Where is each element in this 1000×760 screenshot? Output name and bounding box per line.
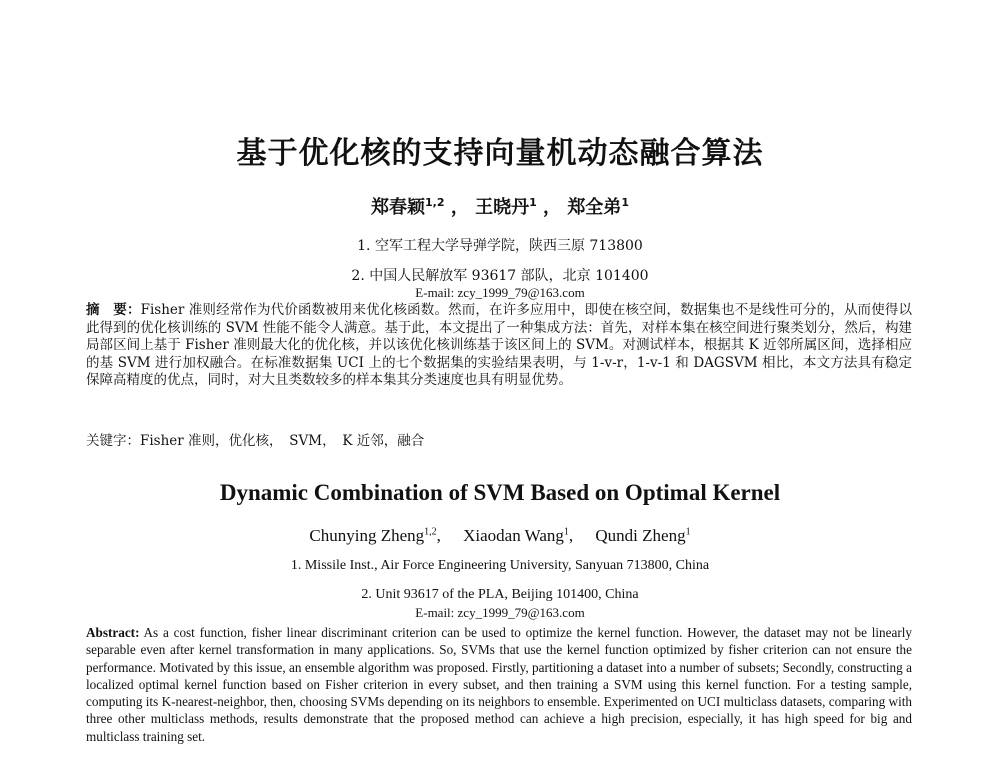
chinese-abstract [86,302,912,390]
english-affiliation-1: 1. Missile Inst., Air Force Engineering University, Sanyuan 713800, China [290,558,710,573]
author-affiliation-mark: 1 [563,526,569,538]
author-affiliation-mark: 1 [685,526,691,538]
author-name: 郑春颖 [371,197,426,218]
abstract-text: As a cost function, fisher linear discriminant criterion can be used to optimize the kernel function. However, the dataset may not be linearly separable even after kernel transformation in many applications. So, SVMs that use the kernel function optimized by fisher criterion can not ensure the performance. Motivated by this issue, an ensemble algorithm was proposed. Firstly, partitioning a dataset into a number of subsets; Secondly, constructing a localized optimal kernel function based on Fisher criterion in every subset, and then training a SVM using this kernel function. For a testing sample, computing its K-nearest-neighbor, then, choosing SVMs depending on its neighbors to ensemble. Experimented on UCI multiclass datasets, comparing with three other multiclass methods, results demonstrate that the proposed method can achieve a high precision, especially, it has high speed for big and multiclass training set. [86,625,912,744]
english-abstract [86,624,912,745]
author-name: Xiaodan Wang [463,526,564,545]
author-affiliation-mark: 1,2 [424,526,437,538]
english-title: Dynamic Combination of SVM Based on Optimal Kernel [219,480,781,505]
chinese-title: 基于优化核的支持向量机动态融合算法 [236,136,764,171]
chinese-authors: 郑春颖$^{1,2}$ ， 王晓丹$^1$ ， 郑全弟$^1$ [371,196,629,218]
author-name: Chunying Zheng [309,526,425,545]
english-email: E-mail: zcy_1999_79@163.com [415,605,585,620]
author-affiliation-mark: 1,2 [425,196,445,209]
abstract-label: 摘 要： [86,302,141,318]
author-name: Qundi Zheng [595,526,686,545]
english-affiliation-2: 2. Unit 93617 of the PLA, Beijing 101400, China [361,587,639,602]
chinese-affiliation-2: 2. 中国人民解放军 93617 部队，北京 101400 [351,268,649,284]
abstract-text: Fisher 准则经常作为代价函数被用来优化核函数。然而，在许多应用中，即使在核空间，数据集也不是线性可分的，从而使得以此得到的优化核训练的 SVM 性能不能令人满意。基于此，本文提出了一种集成方法：首先，对样本集在核空间进行聚类划分，然后，构建局部区间上基于 Fisher 准则最大化的优化核，并以该优化核训练基于该区间上的 SVM。对测试样本，根据其 K 近邻所属区间，选择相应的基 SVM 进行加权融合。在标准数据集 UCI 上的七个数据集的实验结果表明，与 1-v-r，1-v-1 和 DAGSVM 相比，本文方法具有稳定保障高精度的优点，同时，对大且类数较多的样本集其分类速度也具有明显优势。 [86,302,912,389]
author-name: 郑全弟 [567,197,622,218]
author-affiliation-mark: 1 [621,196,629,209]
keywords-label: 关键字： [86,433,140,449]
chinese-affiliation-1: 1. 空军工程大学导弹学院，陕西三原 713800 [357,238,643,254]
chinese-keywords [86,429,424,449]
author-affiliation-mark: 1 [529,196,537,209]
chinese-email: E-mail: zcy_1999_79@163.com [415,285,585,300]
english-authors: Chunying Zheng$^{1,2}$, Xiaodan Wang$^1$, Qundi Zheng$^1$ [309,526,691,545]
abstract-label: Abstract: [86,625,140,640]
author-name: 王晓丹 [475,197,530,218]
keywords-text: Fisher 准则，优化核， SVM， K 近邻，融合 [140,433,425,449]
